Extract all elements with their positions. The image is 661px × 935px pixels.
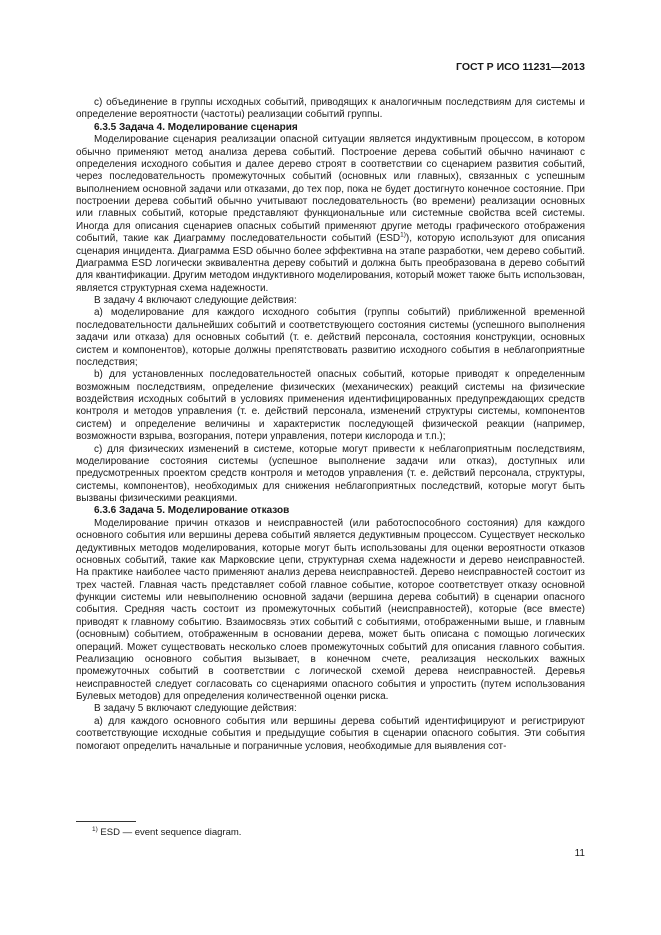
paragraph-task5-intro: В задачу 5 включают следующие действия: <box>94 703 297 715</box>
paragraph-scenario-modeling <box>76 134 585 295</box>
paragraph-task4-c: c) для физических изменений в системе, которые могут привести к неблагоприятным последствиям, моделирование состояния системы (успешное выполнение задачи или отказ), доступных или предусмотренных проектом средств контроля и методов управления (т. е. действий персонала, структуры, системы, компонентов), необходимых для снижения неблагоприятных последствий, которые могут быть вызваны физическими реакциями. <box>76 443 585 504</box>
document-header: ГОСТ Р ИСО 11231—2013 <box>456 61 585 73</box>
footnote-mark: 1) <box>92 826 98 833</box>
section-heading-6-3-6: 6.3.6 Задача 5. Моделирование отказов <box>94 505 290 517</box>
page-number: 11 <box>574 848 585 859</box>
paragraph-task4-intro: В задачу 4 включают следующие действия: <box>94 295 297 306</box>
paragraph-text-part-2: ), которую используют для описания сценария инцидента. Диаграмма ESD обычно более эффективна на этапе разработки, чем дерево событий. Диаграмма ESD логически эквивалентна дереву событий и должна быть преобразована в дерево событий для квантификации. Другим методом индуктивного моделирования, который может также быть использован, является структурная схема надежности. <box>76 233 585 294</box>
paragraph-text-part-1: Моделирование сценария реализации опасной ситуации является индуктивным процессом, в котором обычно применяют метод анализа дерева событий. Построение дерева событий обычно начинают с определения исходного события и далее дерево строят в соответствии со сценарием развития событий, через последовательность промежуточных событий (основных или главных), связанных с успешным выполнением основной задачи или отказами, до тех пор, пока не будет достигнуто конечное состояние. При построении дерева событий обычно учитывают последовательность (во времени) реализации основных или главных событий, которые представляют функциональные или системные свойства всей системы. Иногда для описания сценариев опасных событий применяют другие методы графического отображения событий, такие как Диаграмму последовательности событий (ESD <box>76 134 585 245</box>
footnote-reference: 1) <box>400 231 406 239</box>
paragraph-task4-a: a) моделирование для каждого исходного события (группы событий) приближенной временной последовательности дальнейших событий и соответствующего состояния системы (успешного выполнения задачи или отказа) для основных событий (т. е. действий персонала, состояния конструкции, основных систем и компонентов), которые должны препятствовать развитию исходного события в неблагоприятные последствия; <box>76 307 585 368</box>
footnote-divider <box>76 821 136 822</box>
footnote <box>92 826 241 838</box>
footnote-text: ESD — event sequence diagram. <box>97 827 242 839</box>
section-heading-6-3-5: 6.3.5 Задача 4. Моделирование сценария <box>94 121 298 133</box>
paragraph-task4-b: b) для установленных последовательностей опасных событий, которые приводят к определенным возможным последствиям, определение физических (механических) реакций системы на физические воздействия исходных событий в условиях применения идентифицированных предупреждающих средств контроля и методов управления (т. е. действий персонала, изменений структуры системы, компонентов систем) и определение величины и характеристик последующей физической реакции (например, возможности взрыва, возгорания, потери управления, потери кислорода и т.п.); <box>76 369 585 443</box>
paragraph-failure-modeling: Моделирование причин отказов и неисправностей (или работоспособного состояния) для каждого основного события или вершины дерева событий является дедуктивным процессом. Существует несколько дедуктивных методов моделирования, которые могут быть использованы для оценки вероятности отказов основных событий, такие как Марковские цепи, структурная схема надежности и дерево неисправностей. На практике наиболее часто применяют анализ дерева неисправностей. Дерево неисправностей состоит из трех частей. Главная часть представляет собой главное событие, которое соответствует отказу основной функции системы или невыполнению основной задачи (вершина дерева событий) в сценарии опасного события. Средняя часть состоит из промежуточных событий (неисправностей), которые (все вместе) приводят к главному событию. Взаимосвязь этих событий с событиями, отображенными выше, и главным (основным) событием, отображенным в основании дерева, может быть описана с помощью логических операций. Может существовать несколько слоев промежуточных событий для описания главного события. Реализацию основного события вызывает, в конечном счете, реализация нескольких важных промежуточных событий в соответствии с логической схемой дерева неисправностей. Деревья неисправностей следует согласовать со сценариями опасного события и упростить (путем использования Булевых методов) для определения количественной оценки риска. <box>76 517 585 702</box>
paragraph-task5-a: a) для каждого основного события или вершины дерева событий идентифицируют и регистрируют соответствующие исходные события и предыдущие события в сценарии опасного события. Эти события помогают определить начальные и пограничные условия, необходимые для выявления сот- <box>76 715 585 752</box>
main-text <box>76 97 585 753</box>
paragraph-c-grouping: c) объединение в группы исходных событий, приводящих к аналогичным последствиям для системы и определение вероятности (частоты) реализации событий группы. <box>76 97 585 121</box>
